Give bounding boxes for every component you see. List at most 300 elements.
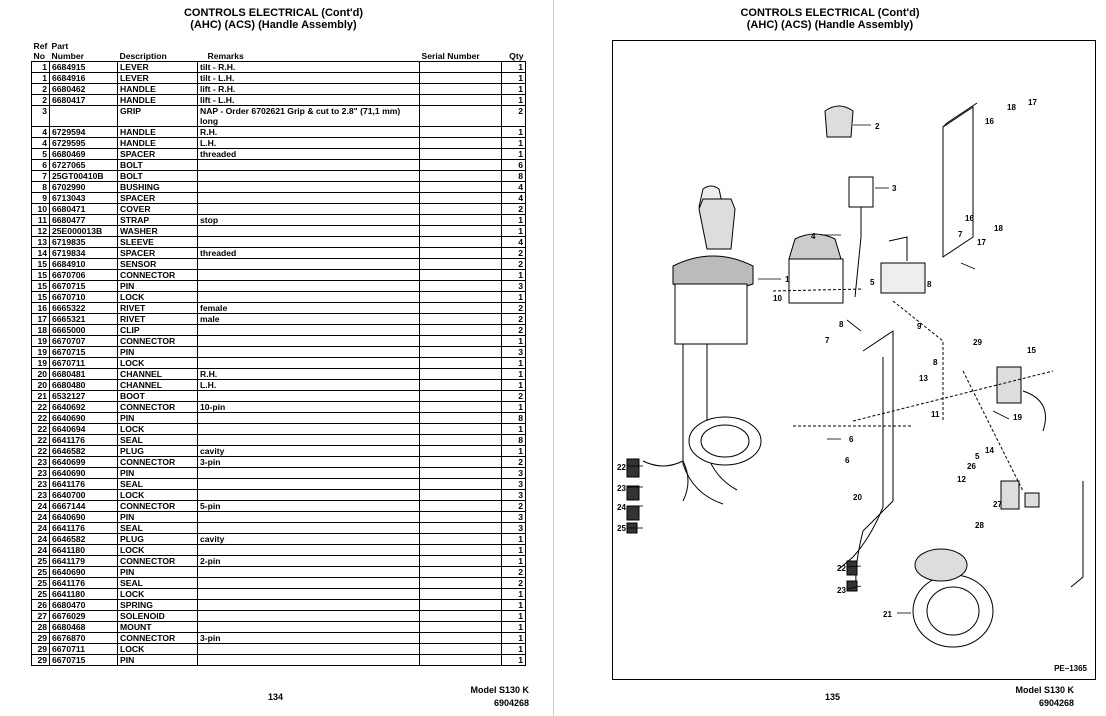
description-cell: LEVER — [118, 73, 198, 84]
qty-cell: 2 — [502, 106, 526, 127]
description-cell: PIN — [118, 512, 198, 523]
description-cell: PLUG — [118, 446, 198, 457]
qty-cell: 3 — [502, 281, 526, 292]
ref-cell: 18 — [32, 325, 50, 336]
callout-12: 12 — [957, 475, 966, 484]
description-cell: PIN — [118, 567, 198, 578]
qty-cell: 1 — [502, 424, 526, 435]
part-number-cell: 6665000 — [50, 325, 118, 336]
description-cell: CONNECTOR — [118, 501, 198, 512]
callout-23b: 23 — [837, 586, 846, 595]
serial-number-cell — [420, 534, 502, 545]
description-cell: SPACER — [118, 193, 198, 204]
qty-cell: 2 — [502, 204, 526, 215]
ref-cell: 15 — [32, 292, 50, 303]
serial-number-cell — [420, 589, 502, 600]
remarks-cell: tilt - R.H. — [198, 62, 420, 73]
part-number-cell: 25E000013B — [50, 226, 118, 237]
description-cell: LOCK — [118, 292, 198, 303]
table-row — [32, 446, 526, 457]
serial-number-cell — [420, 281, 502, 292]
description-cell: HANDLE — [118, 95, 198, 106]
description-cell: BOOT — [118, 391, 198, 402]
table-row — [32, 149, 526, 160]
serial-number-cell — [420, 62, 502, 73]
callout-18b: 18 — [994, 224, 1003, 233]
remarks-cell: L.H. — [198, 138, 420, 149]
qty-cell: 1 — [502, 138, 526, 149]
description-cell: LOCK — [118, 424, 198, 435]
serial-number-cell — [420, 545, 502, 556]
table-row — [32, 325, 526, 336]
callout-17: 17 — [1028, 98, 1037, 107]
qty-cell: 4 — [502, 182, 526, 193]
serial-number-cell — [420, 237, 502, 248]
ref-cell: 5 — [32, 149, 50, 160]
remarks-cell: stop — [198, 215, 420, 226]
ref-cell: 22 — [32, 424, 50, 435]
title-line-1: CONTROLS ELECTRICAL (Cont'd) — [183, 7, 363, 19]
qty-cell: 1 — [502, 644, 526, 655]
qty-cell: 1 — [502, 270, 526, 281]
serial-number-cell — [420, 336, 502, 347]
remarks-cell — [198, 644, 420, 655]
serial-number-cell — [420, 314, 502, 325]
part-number-cell: 6676870 — [50, 633, 118, 644]
remarks-cell — [198, 435, 420, 446]
model-block — [430, 684, 529, 710]
part-number-cell: 6641180 — [50, 589, 118, 600]
ref-cell: 28 — [32, 622, 50, 633]
description-cell: CONNECTOR — [118, 402, 198, 413]
part-number-cell: 6727065 — [50, 160, 118, 171]
title-line-1: CONTROLS ELECTRICAL (Cont'd) — [740, 7, 920, 19]
table-row — [32, 193, 526, 204]
ref-cell: 15 — [32, 259, 50, 270]
table-row — [32, 358, 526, 369]
remarks-cell — [198, 655, 420, 666]
part-number-cell: 6670706 — [50, 270, 118, 281]
remarks-cell — [198, 336, 420, 347]
ref-cell: 21 — [32, 391, 50, 402]
table-row — [32, 556, 526, 567]
ref-cell: 4 — [32, 138, 50, 149]
callout-29: 29 — [973, 338, 982, 347]
description-cell: CHANNEL — [118, 380, 198, 391]
serial-number-cell — [420, 600, 502, 611]
ref-cell: 23 — [32, 479, 50, 490]
description-cell: LOCK — [118, 358, 198, 369]
qty-cell: 3 — [502, 512, 526, 523]
ref-cell: 24 — [32, 523, 50, 534]
table-row — [32, 413, 526, 424]
ref-cell: 10 — [32, 204, 50, 215]
ref-cell: 16 — [32, 303, 50, 314]
description-cell: STRAP — [118, 215, 198, 226]
remarks-cell — [198, 567, 420, 578]
remarks-cell: threaded — [198, 248, 420, 259]
qty-cell: 2 — [502, 567, 526, 578]
remarks-cell: 3-pin — [198, 457, 420, 468]
remarks-cell: R.H. — [198, 127, 420, 138]
serial-number-cell — [420, 446, 502, 457]
qty-cell: 2 — [502, 248, 526, 259]
table-row — [32, 204, 526, 215]
ref-cell: 23 — [32, 490, 50, 501]
ref-cell: 1 — [32, 62, 50, 73]
serial-number-cell — [420, 292, 502, 303]
part-number-cell: 6640699 — [50, 457, 118, 468]
header-qty: Qty — [509, 51, 524, 61]
serial-number-cell — [420, 95, 502, 106]
serial-number-cell — [420, 655, 502, 666]
callout-15: 15 — [1027, 346, 1036, 355]
table-row — [32, 171, 526, 182]
serial-number-cell — [420, 501, 502, 512]
serial-number-cell — [420, 490, 502, 501]
description-cell: CONNECTOR — [118, 457, 198, 468]
right-page — [554, 0, 1106, 716]
part-number-cell: 6670707 — [50, 336, 118, 347]
ref-cell: 19 — [32, 358, 50, 369]
ref-cell: 25 — [32, 556, 50, 567]
qty-cell: 1 — [502, 127, 526, 138]
description-cell: SEAL — [118, 523, 198, 534]
part-number-cell: 6640700 — [50, 490, 118, 501]
serial-number-cell — [420, 215, 502, 226]
table-row — [32, 424, 526, 435]
ref-cell: 13 — [32, 237, 50, 248]
header-ref: Ref No — [33, 41, 48, 61]
ref-cell: 24 — [32, 545, 50, 556]
qty-cell: 1 — [502, 633, 526, 644]
callout-22: 22 — [617, 463, 626, 472]
table-row — [32, 259, 526, 270]
table-row — [32, 248, 526, 259]
qty-cell: 1 — [502, 336, 526, 347]
description-cell: CONNECTOR — [118, 633, 198, 644]
remarks-cell — [198, 545, 420, 556]
description-cell: SEAL — [118, 578, 198, 589]
description-cell: PIN — [118, 347, 198, 358]
serial-number-cell — [420, 424, 502, 435]
serial-number-cell — [420, 457, 502, 468]
remarks-cell — [198, 424, 420, 435]
serial-number-cell — [420, 171, 502, 182]
model-name: Model S130 K — [470, 685, 529, 695]
part-number-cell: 6680471 — [50, 204, 118, 215]
callout-27: 27 — [993, 500, 1002, 509]
callout-2: 2 — [875, 122, 880, 131]
ref-cell: 12 — [32, 226, 50, 237]
qty-cell: 1 — [502, 380, 526, 391]
qty-cell: 1 — [502, 534, 526, 545]
callout-28: 28 — [975, 521, 984, 530]
ref-cell: 25 — [32, 567, 50, 578]
table-row — [32, 215, 526, 226]
parts-table — [31, 40, 526, 666]
remarks-cell — [198, 259, 420, 270]
part-number-cell: 6641176 — [50, 479, 118, 490]
part-number-cell: 6713043 — [50, 193, 118, 204]
part-number-cell: 6670710 — [50, 292, 118, 303]
remarks-cell — [198, 347, 420, 358]
part-number-cell: 6680480 — [50, 380, 118, 391]
ref-cell: 4 — [32, 127, 50, 138]
page-title — [0, 7, 550, 31]
ref-cell: 24 — [32, 501, 50, 512]
ref-cell: 29 — [32, 633, 50, 644]
description-cell: CLIP — [118, 325, 198, 336]
serial-number-cell — [420, 73, 502, 84]
serial-number-cell — [420, 391, 502, 402]
description-cell: HANDLE — [118, 84, 198, 95]
qty-cell: 3 — [502, 468, 526, 479]
remarks-cell — [198, 281, 420, 292]
qty-cell: 1 — [502, 62, 526, 73]
description-cell: BOLT — [118, 171, 198, 182]
callout-18: 18 — [1007, 103, 1016, 112]
part-number-cell: 25GT00410B — [50, 171, 118, 182]
remarks-cell — [198, 578, 420, 589]
remarks-cell — [198, 523, 420, 534]
table-row — [32, 127, 526, 138]
description-cell: SEAL — [118, 479, 198, 490]
qty-cell: 1 — [502, 556, 526, 567]
table-row — [32, 545, 526, 556]
callout-25: 25 — [617, 524, 626, 533]
callout-16b: 16 — [965, 214, 974, 223]
table-row — [32, 468, 526, 479]
part-number-cell: 6667144 — [50, 501, 118, 512]
description-cell: COVER — [118, 204, 198, 215]
qty-cell: 3 — [502, 479, 526, 490]
remarks-cell: male — [198, 314, 420, 325]
table-row — [32, 106, 526, 127]
part-number-cell: 6676029 — [50, 611, 118, 622]
table-row — [32, 336, 526, 347]
serial-number-cell — [420, 347, 502, 358]
remarks-cell — [198, 600, 420, 611]
description-cell: LOCK — [118, 545, 198, 556]
table-header-row — [32, 40, 526, 62]
description-cell: SPACER — [118, 248, 198, 259]
exploded-diagram — [612, 40, 1096, 680]
remarks-cell — [198, 160, 420, 171]
table-row — [32, 292, 526, 303]
doc-number: 6904268 — [493, 698, 529, 708]
serial-number-cell — [420, 149, 502, 160]
remarks-cell — [198, 182, 420, 193]
serial-number-cell — [420, 303, 502, 314]
table-row — [32, 182, 526, 193]
qty-cell: 1 — [502, 149, 526, 160]
part-number-cell — [50, 106, 118, 127]
ref-cell: 25 — [32, 578, 50, 589]
qty-cell: 1 — [502, 215, 526, 226]
serial-number-cell — [420, 270, 502, 281]
part-number-cell: 6684916 — [50, 73, 118, 84]
table-row — [32, 347, 526, 358]
description-cell: SPACER — [118, 149, 198, 160]
qty-cell: 2 — [502, 391, 526, 402]
ref-cell: 14 — [32, 248, 50, 259]
header-part-number: Part Number — [51, 41, 84, 61]
part-number-cell: 6532127 — [50, 391, 118, 402]
part-number-cell: 6670711 — [50, 644, 118, 655]
part-number-cell: 6680468 — [50, 622, 118, 633]
ref-cell: 26 — [32, 600, 50, 611]
serial-number-cell — [420, 523, 502, 534]
qty-cell: 8 — [502, 413, 526, 424]
part-number-cell: 6680477 — [50, 215, 118, 226]
ref-cell: 2 — [32, 95, 50, 106]
part-number-cell: 6680481 — [50, 369, 118, 380]
remarks-cell — [198, 270, 420, 281]
serial-number-cell — [420, 259, 502, 270]
description-cell: MOUNT — [118, 622, 198, 633]
part-number-cell: 6665321 — [50, 314, 118, 325]
part-number-cell: 6640690 — [50, 413, 118, 424]
serial-number-cell — [420, 138, 502, 149]
description-cell: LOCK — [118, 490, 198, 501]
description-cell: CONNECTOR — [118, 336, 198, 347]
remarks-cell: lift - R.H. — [198, 84, 420, 95]
part-number-cell: 6641176 — [50, 578, 118, 589]
callout-5b: 5 — [975, 452, 980, 461]
qty-cell: 3 — [502, 347, 526, 358]
table-row — [32, 644, 526, 655]
serial-number-cell — [420, 106, 502, 127]
qty-cell: 1 — [502, 369, 526, 380]
table-row — [32, 633, 526, 644]
qty-cell: 6 — [502, 160, 526, 171]
callout-5: 5 — [870, 278, 875, 287]
ref-cell: 22 — [32, 413, 50, 424]
serial-number-cell — [420, 193, 502, 204]
callout-14: 14 — [985, 446, 994, 455]
table-row — [32, 303, 526, 314]
remarks-cell — [198, 325, 420, 336]
description-cell: PIN — [118, 468, 198, 479]
description-cell: PIN — [118, 655, 198, 666]
description-cell: CONNECTOR — [118, 270, 198, 281]
remarks-cell — [198, 611, 420, 622]
description-cell: SPRING — [118, 600, 198, 611]
ref-cell: 22 — [32, 446, 50, 457]
serial-number-cell — [420, 226, 502, 237]
qty-cell: 2 — [502, 259, 526, 270]
remarks-cell: R.H. — [198, 369, 420, 380]
description-cell: CHANNEL — [118, 369, 198, 380]
description-cell: PIN — [118, 281, 198, 292]
qty-cell: 4 — [502, 237, 526, 248]
serial-number-cell — [420, 413, 502, 424]
qty-cell: 1 — [502, 622, 526, 633]
remarks-cell: lift - L.H. — [198, 95, 420, 106]
serial-number-cell — [420, 402, 502, 413]
part-number-cell: 6640690 — [50, 567, 118, 578]
qty-cell: 4 — [502, 193, 526, 204]
diagram-drawing — [613, 41, 1095, 679]
serial-number-cell — [420, 248, 502, 259]
remarks-cell: cavity — [198, 446, 420, 457]
diagram-callouts — [617, 98, 1037, 619]
callout-8c: 8 — [933, 358, 938, 367]
description-cell: BUSHING — [118, 182, 198, 193]
remarks-cell — [198, 358, 420, 369]
qty-cell: 1 — [502, 292, 526, 303]
ref-cell: 11 — [32, 215, 50, 226]
callout-3: 3 — [892, 184, 897, 193]
description-cell: RIVET — [118, 314, 198, 325]
model-name: Model S130 K — [1015, 685, 1074, 695]
remarks-cell — [198, 292, 420, 303]
table-row — [32, 237, 526, 248]
qty-cell: 1 — [502, 589, 526, 600]
table-row — [32, 160, 526, 171]
part-number-cell: 6646582 — [50, 446, 118, 457]
qty-cell: 8 — [502, 435, 526, 446]
qty-cell: 2 — [502, 457, 526, 468]
ref-cell: 22 — [32, 435, 50, 446]
part-number-cell: 6640690 — [50, 512, 118, 523]
callout-23: 23 — [617, 484, 626, 493]
callout-4: 4 — [811, 232, 816, 241]
table-row — [32, 589, 526, 600]
ref-cell: 29 — [32, 655, 50, 666]
part-number-cell: 6680469 — [50, 149, 118, 160]
part-number-cell: 6646582 — [50, 534, 118, 545]
callout-13: 13 — [919, 374, 928, 383]
callout-8: 8 — [927, 280, 932, 289]
remarks-cell: threaded — [198, 149, 420, 160]
qty-cell: 2 — [502, 501, 526, 512]
table-row — [32, 611, 526, 622]
part-number-cell: 6680417 — [50, 95, 118, 106]
serial-number-cell — [420, 611, 502, 622]
callout-1: 1 — [785, 275, 790, 284]
table-row — [32, 270, 526, 281]
diagram-code: PE–1365 — [1054, 664, 1087, 673]
qty-cell: 1 — [502, 545, 526, 556]
model-block-right — [974, 684, 1074, 710]
qty-cell: 1 — [502, 402, 526, 413]
table-row — [32, 479, 526, 490]
description-cell: HANDLE — [118, 127, 198, 138]
table-row — [32, 402, 526, 413]
table-row — [32, 95, 526, 106]
remarks-cell — [198, 391, 420, 402]
ref-cell: 6 — [32, 160, 50, 171]
part-number-cell: 6680462 — [50, 84, 118, 95]
ref-cell: 9 — [32, 193, 50, 204]
remarks-cell — [198, 226, 420, 237]
serial-number-cell — [420, 435, 502, 446]
serial-number-cell — [420, 127, 502, 138]
serial-number-cell — [420, 644, 502, 655]
remarks-cell — [198, 413, 420, 424]
ref-cell: 1 — [32, 73, 50, 84]
part-number-cell: 6640690 — [50, 468, 118, 479]
table-row — [32, 622, 526, 633]
table-row — [32, 523, 526, 534]
qty-cell: 3 — [502, 523, 526, 534]
table-row — [32, 62, 526, 73]
remarks-cell: 3-pin — [198, 633, 420, 644]
ref-cell: 8 — [32, 182, 50, 193]
serial-number-cell — [420, 84, 502, 95]
